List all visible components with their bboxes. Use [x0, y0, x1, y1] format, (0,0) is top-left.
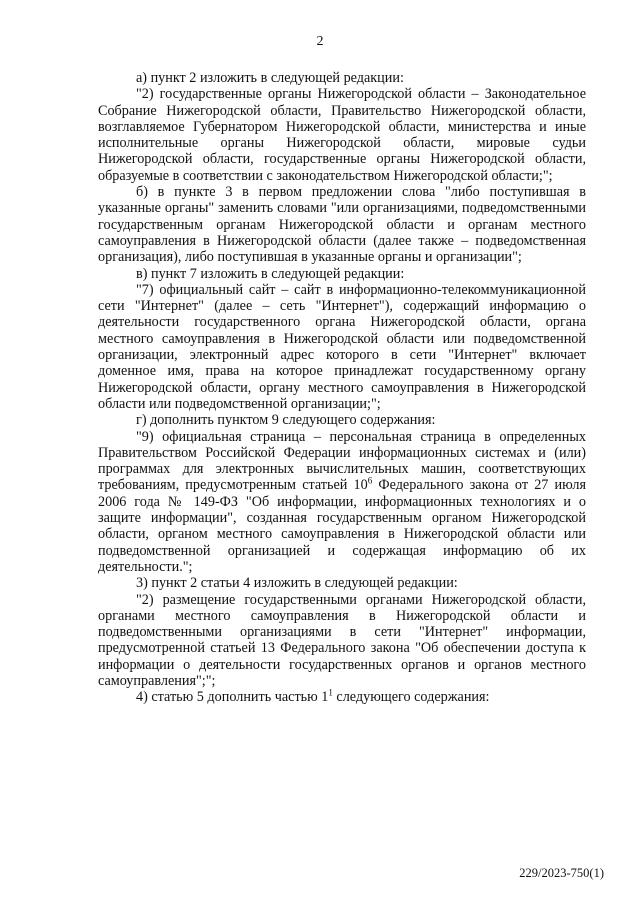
- paragraph-text: в) пункт 7 изложить в следующей редакции:: [136, 265, 405, 282]
- page-number: 2: [316, 34, 324, 49]
- paragraph-text: б) в пункте 3 в первом предложении слова "либо поступившая в указанные органы" заменить словами "или организациями, подведомственными государственным органам Нижегородской области и органам местного самоуправления в Нижегородской области (далее также – подведомственная организация), либо поступившая в указанные органы и организации";: [98, 184, 586, 266]
- document-body: [98, 70, 586, 706]
- paragraph: [98, 592, 586, 690]
- paragraph-text: г) дополнить пунктом 9 следующего содержания:: [136, 412, 436, 429]
- paragraph: [98, 86, 586, 184]
- paragraph-text: а) пункт 2 изложить в следующей редакции:: [136, 70, 404, 86]
- paragraph-text: Федерального закона от 27 июля 2006 года № 149-ФЗ "Об информации, информационных технологиях и о защите информации", созданная государственным органом Нижегородской области, органом местного самоуправления в Нижегородской области или подведомственной организацией и содержащая информацию об их деятельности.";: [98, 477, 586, 575]
- superscript: 6: [367, 475, 373, 486]
- paragraph: [98, 412, 586, 428]
- paragraph-text: "2) размещение государственными органами Нижегородской области, органами местного самоуправления в Нижегородской области и подведомственными организациями в сети "Интернет" информации, предусмотренной статьей 13 Федерального закона "Об обеспечении доступа к информации о деятельности государственных органов и органов местного самоуправления";";: [98, 591, 586, 689]
- paragraph: [98, 689, 586, 705]
- paragraph: [98, 184, 586, 265]
- paragraph-text: "7) официальный сайт – сайт в информационно-телекоммуникационной сети "Интернет" (далее – сеть "Интернет"), содержащий информацию о деятельности государственного органа Нижегородской области, органа местного самоуправления в Нижегородской области или подведомственной организации, электронный адрес которого в сети "Интернет" включает доменное имя, права на которое принадлежат государственному органу Нижегородской области, органу местного самоуправления в Нижегородской области или подведомственной организации;";: [98, 281, 586, 412]
- paragraph: [98, 575, 586, 591]
- paragraph: [98, 266, 586, 282]
- paragraph-text: 3) пункт 2 статьи 4 изложить в следующей редакции:: [136, 575, 458, 592]
- paragraph-text: "9) официальная страница – персональная страница в определенных Правительством Российской Федерации информационных системах и (или) программах для электронных вычислительных машин, соответствующих требованиям, предусмотренным статьей 10: [98, 428, 586, 494]
- superscript: 1: [328, 687, 333, 698]
- paragraph: [98, 282, 586, 412]
- paragraph: [98, 70, 586, 86]
- paragraph-text: 4) статью 5 дополнить частью 1: [136, 689, 329, 706]
- document-code: 229/2023-750(1): [519, 866, 604, 880]
- paragraph-text: следующего содержания:: [332, 689, 490, 706]
- paragraph: [98, 429, 586, 576]
- paragraph-text: "2) государственные органы Нижегородской области – Законодательное Собрание Нижегородской области, Правительство Нижегородской области, возглавляемое Губернатором Нижегородской области, министерства и иные исполнительные органы Нижегородской области, мировые судьи Нижегородской области, государственные органы Нижегородской области, образуемые в соответствии с законодательством Нижегородской области;";: [98, 86, 586, 184]
